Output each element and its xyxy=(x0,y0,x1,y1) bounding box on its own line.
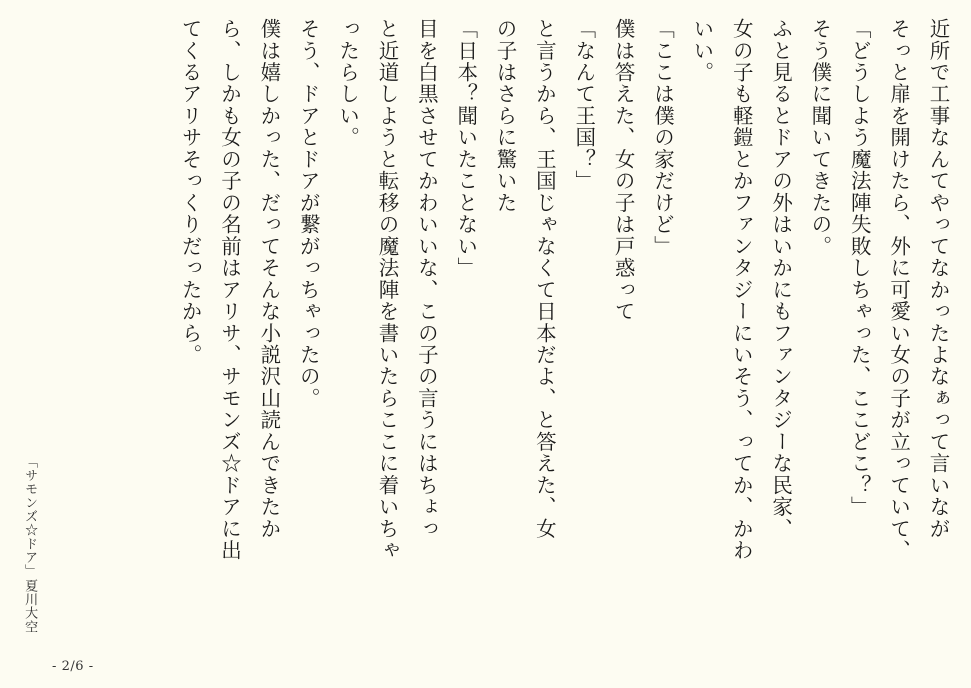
paragraph: 「日本？聞いたことない」 xyxy=(453,18,478,279)
paragraph: の子はさらに驚いた xyxy=(493,18,518,214)
paragraph: てくるアリサそっくりだったから。 xyxy=(178,18,203,366)
document-title: 「サモンズ☆ドア」 xyxy=(22,454,38,578)
paragraph: 近所で工事なんてやってなかったよなぁって言いなが xyxy=(926,18,950,540)
vertical-text-body xyxy=(170,18,957,658)
paragraph: 僕は嬉しかった、だってそんな小説沢山読んできたか xyxy=(256,18,281,540)
paragraph: ふと見るとドアの外はいかにもファンタジーな民家、 xyxy=(768,18,793,540)
paragraph: ら、しかも女の子の名前はアリサ、サモンズ☆ドアに出 xyxy=(217,18,242,562)
paragraph: 「ここは僕の家だけど」 xyxy=(650,18,675,258)
document-author: 夏川大空 xyxy=(22,579,38,634)
paragraph: いい。 xyxy=(689,18,714,84)
paragraph: ったらしい。 xyxy=(335,18,360,149)
paragraph: そっと扉を開けたら、外に可愛い女の子が立っていて、 xyxy=(886,18,911,562)
paragraph: 女の子も軽鎧とかファンタジーにいそう、ってか、かわ xyxy=(729,18,754,562)
paragraph: そう僕に聞いてきたの。 xyxy=(807,18,832,258)
paragraph: そう、ドアとドアが繋がっちゃったの。 xyxy=(296,18,321,410)
paragraph: と近道しようと転移の魔法陣を書いたらここに着いちゃ xyxy=(374,18,399,562)
paragraph: と言うから、王国じゃなくて日本だよ、と答えた、女 xyxy=(532,18,557,540)
colophon xyxy=(18,455,40,634)
page-number: - 2/6 - xyxy=(52,659,94,674)
paragraph: 僕は答えた、女の子は戸惑って xyxy=(611,18,636,323)
paragraph: 「どうしよう魔法陣失敗しちゃった、ここどこ？」 xyxy=(847,18,872,518)
paragraph: 「なんて王国？」 xyxy=(571,18,596,192)
paragraph: 目を白黒させてかわいいな、この子の言うにはちょっ xyxy=(414,18,439,540)
